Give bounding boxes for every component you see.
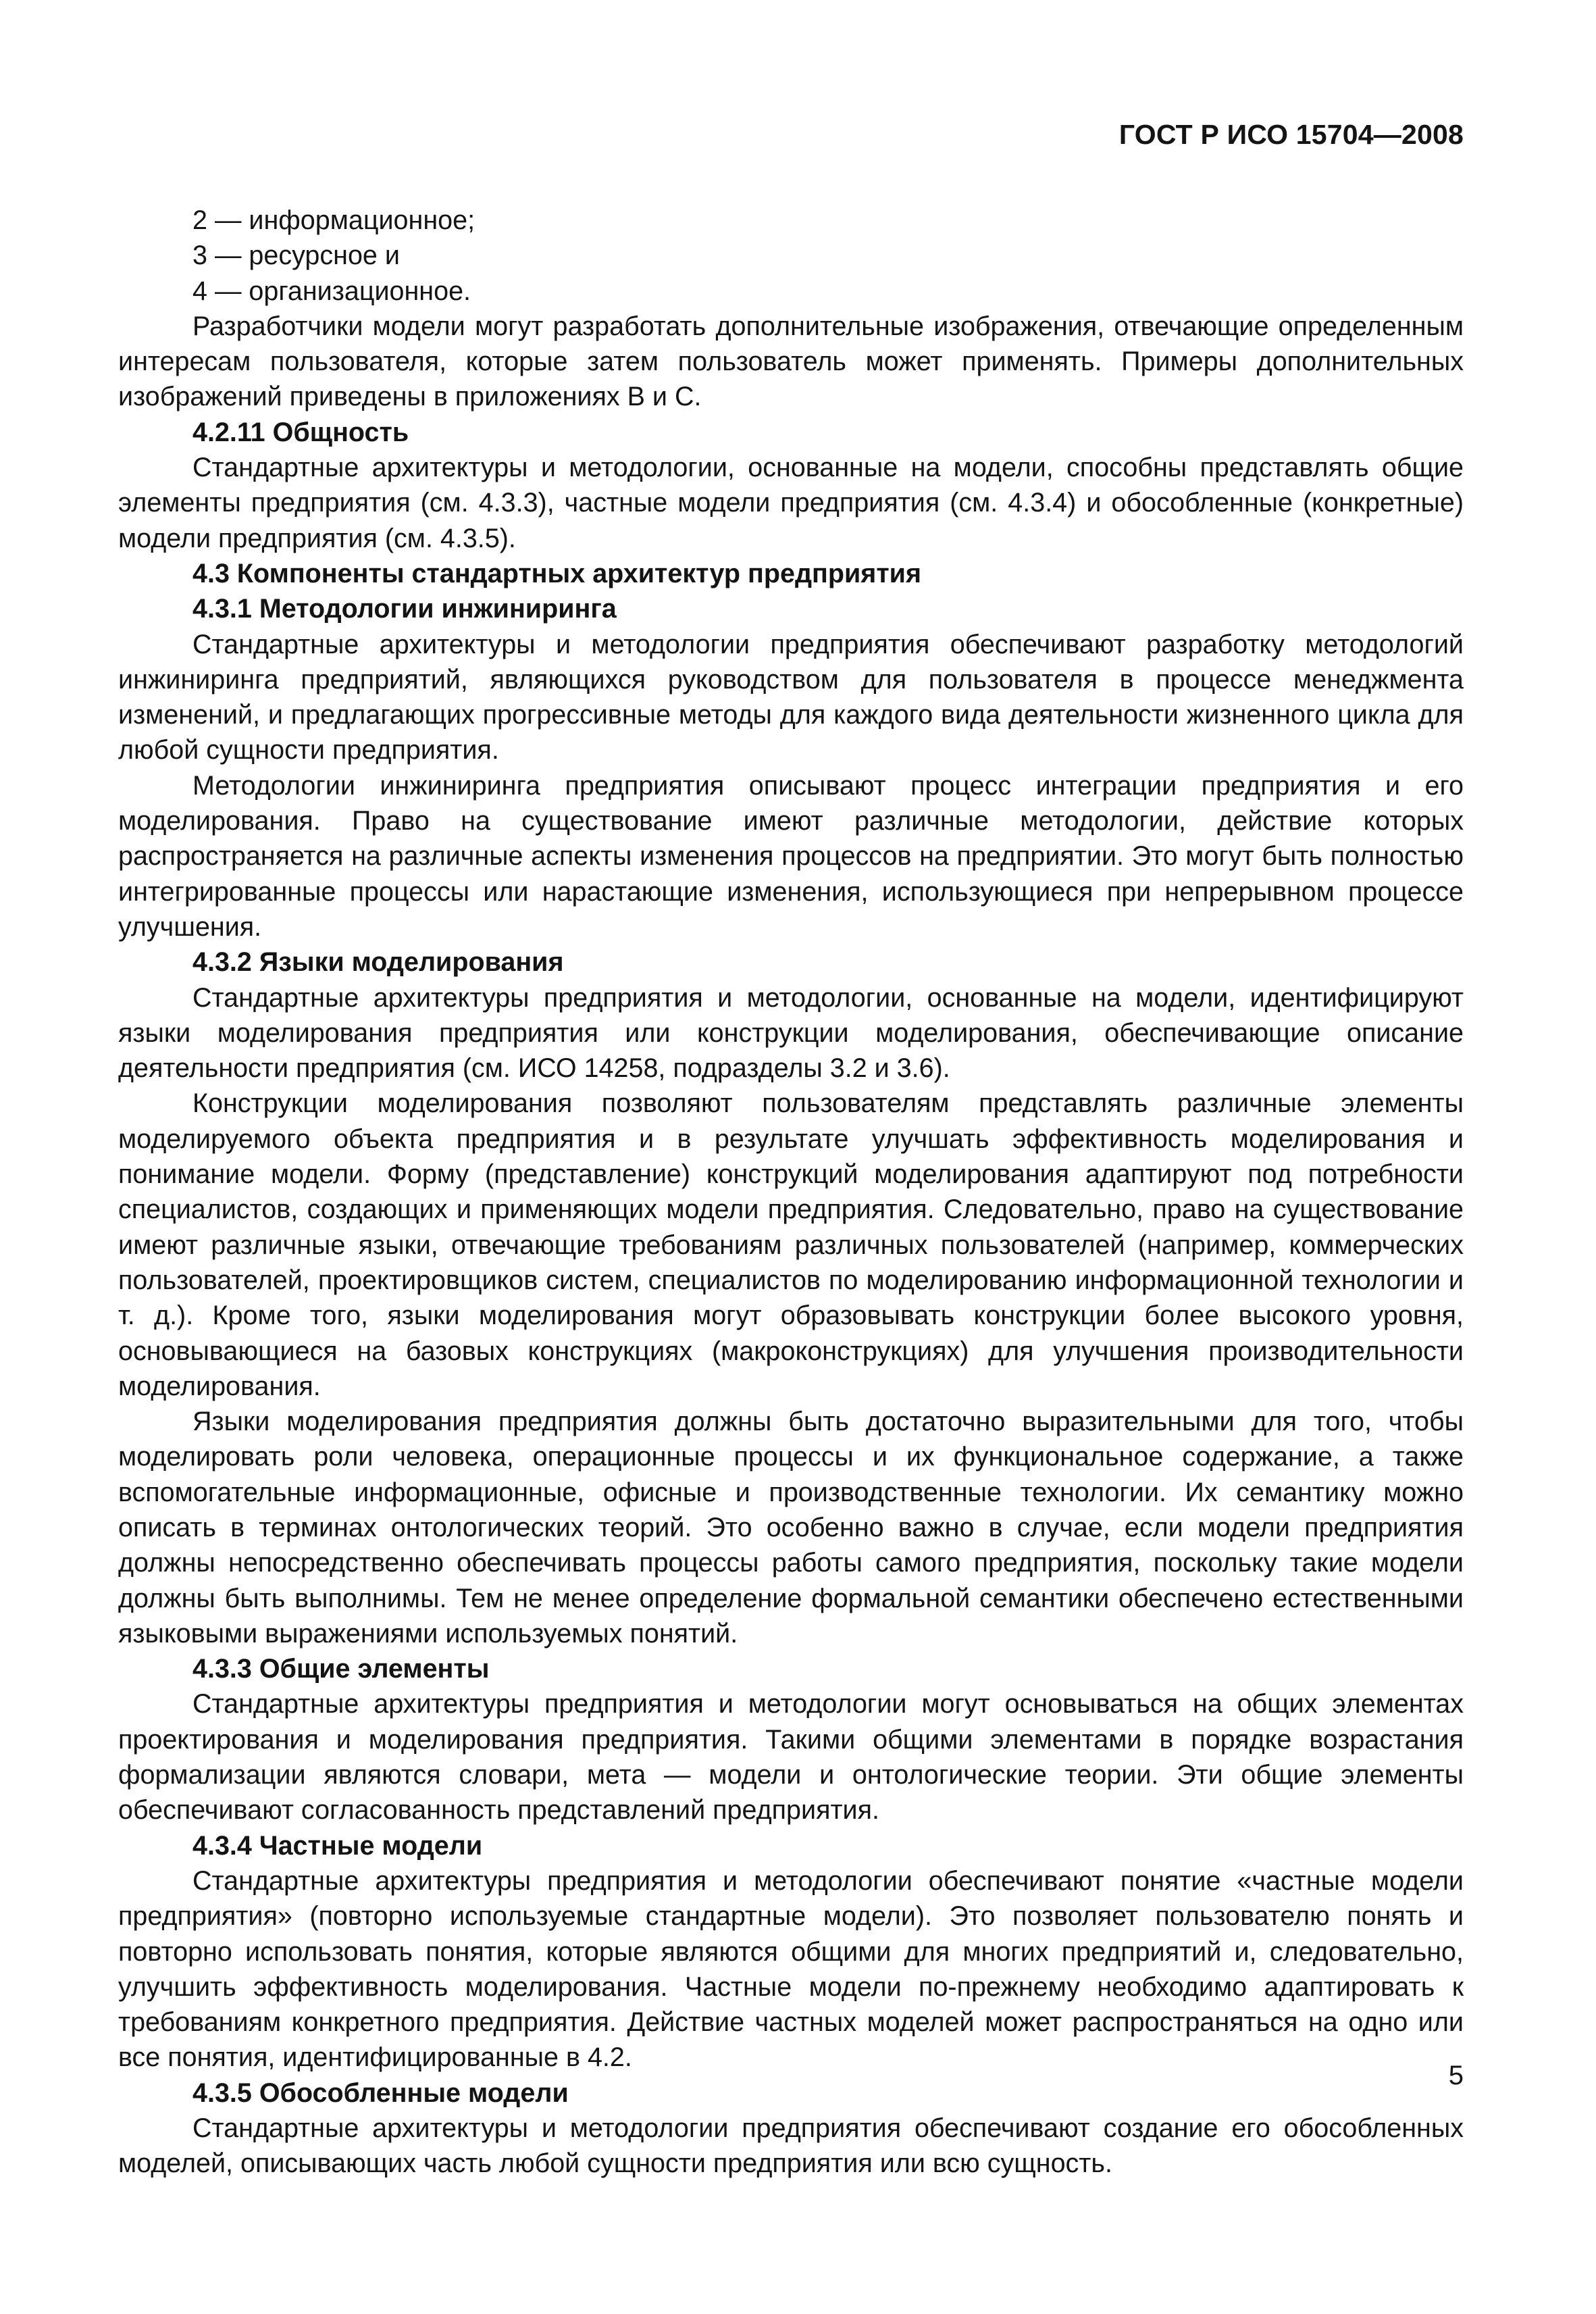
section-heading-4-3: 4.3 Компоненты стандартных архитектур предприятия xyxy=(192,558,922,588)
section-heading-4-3-5: 4.3.5 Обособленные модели xyxy=(192,2078,569,2108)
list-item-informational: 2 — информационное; xyxy=(192,205,475,235)
section-heading-4-3-3: 4.3.3 Общие элементы xyxy=(192,1654,490,1684)
paragraph-common-elements: Стандартные архитектуры предприятия и методологии могут основываться на общих элементах проектирования и моделирования предприятия. Такими общими элементами в порядке возрастания формализации являются словари, мета — модели и онтологические теории. Эти общие элементы обеспечивают согласованность представлений предприятия. xyxy=(118,1689,1464,1826)
section-heading-4-2-11: 4.2.11 Общность xyxy=(192,417,409,447)
paragraph-generality: Стандартные архитектуры и методологии, основанные на модели, способны представлять общие элементы предприятия (см. 4.3.3), частные модели предприятия (см. 4.3.4) и обособленные (конкретные) модели предприятия (см. 4.3.5). xyxy=(118,453,1464,553)
paragraph-modelling-constructs: Конструкции моделирования позволяют пользователям представлять различные элементы моделируемого объекта предприятия и в результате улучшать эффективность моделирования и понимание модели. Форму (представление) конструкций моделирования адаптируют под потребности специалистов, создающих и применяющих модели предприятия. Следовательно, право на существование имеют различные языки, отвечающие требованиям различных пользователей (например, коммерческих пользователей, проектировщиков систем, специалистов по моделированию информационной технологии и т. д.). Кроме того, языки моделирования могут образовывать конструкции более высокого уровня, основывающиеся на базовых конструкциях (макроконструкциях) для улучшения производительности моделирования. xyxy=(118,1088,1464,1401)
list-item-organizational: 4 — организационное. xyxy=(192,276,471,306)
paragraph-modelling-languages: Стандартные архитектуры предприятия и методологии, основанные на модели, идентифицируют языки моделирования предприятия или конструкции моделирования, обеспечивающие описание деятельности предприятия (см. ИСО 14258, подразделы 3.2 и 3.6). xyxy=(118,982,1464,1084)
list-item-resource: 3 — ресурсное и xyxy=(192,241,400,271)
paragraph-particular-models: Стандартные архитектуры и методологии предприятия обеспечивают создание его обособленных моделей, описывающих часть любой сущности предприятия или всю сущность. xyxy=(118,2113,1464,2179)
paragraph-additional-views: Разработчики модели могут разработать дополнительные изображения, отвечающие определенным интересам пользователя, которые затем пользователь может применять. Примеры дополнительных изображений приведены в приложениях В и С. xyxy=(118,311,1464,412)
page-number: 5 xyxy=(1448,2061,1464,2090)
document-header-id: ГОСТ Р ИСО 15704—2008 xyxy=(1118,119,1464,150)
document-body xyxy=(118,203,1464,2182)
paragraph-language-expressiveness: Языки моделирования предприятия должны быть достаточно выразительными для того, чтобы моделировать роли человека, операционные процессы и их функциональное содержание, а также вспомогательные информационные, офисные и производственные технологии. Их семантику можно описать в терминах онтологических теорий. Это особенно важно в случае, если модели предприятия должны непосредственно обеспечивать процессы работы самого предприятия, поскольку такие модели должны быть выполнимы. Тем не менее определение формальной семантики обеспечено естественными языковыми выражениями используемых понятий. xyxy=(118,1407,1464,1649)
section-heading-4-3-4: 4.3.4 Частные модели xyxy=(192,1830,483,1861)
section-heading-4-3-1: 4.3.1 Методологии инжиниринга xyxy=(192,594,617,624)
paragraph-partial-models: Стандартные архитектуры предприятия и методологии обеспечивают понятие «частные модели предприятия» (повторно используемые стандартные модели). Это позволяет пользователю понять и повторно использовать понятия, которые являются общими для многих предприятий и, следовательно, улучшить эффективность моделирования. Частные модели по-прежнему необходимо адаптировать к требованиям конкретного предприятия. Действие частных моделей может распространяться на одно или все понятия, идентифицированные в 4.2. xyxy=(118,1865,1464,2073)
section-heading-4-3-2: 4.3.2 Языки моделирования xyxy=(192,947,564,978)
paragraph-engineering-methodologies: Стандартные архитектуры и методологии предприятия обеспечивают разработку методологий инжиниринга предприятий, являющихся руководством для пользователя в процессе менеджмента изменений, и предлагающих прогрессивные методы для каждого вида деятельности жизненного цикла для любой сущности предприятия. xyxy=(118,629,1464,765)
paragraph-engineering-integration: Методологии инжиниринга предприятия описывают процесс интеграции предприятия и его моделирования. Право на существование имеют различные методологии, действие которых распространяется на различные аспекты изменения процессов на предприятии. Это могут быть полностью интегрированные процессы или нарастающие изменения, использующиеся при непрерывном процессе улучшения. xyxy=(118,770,1464,942)
